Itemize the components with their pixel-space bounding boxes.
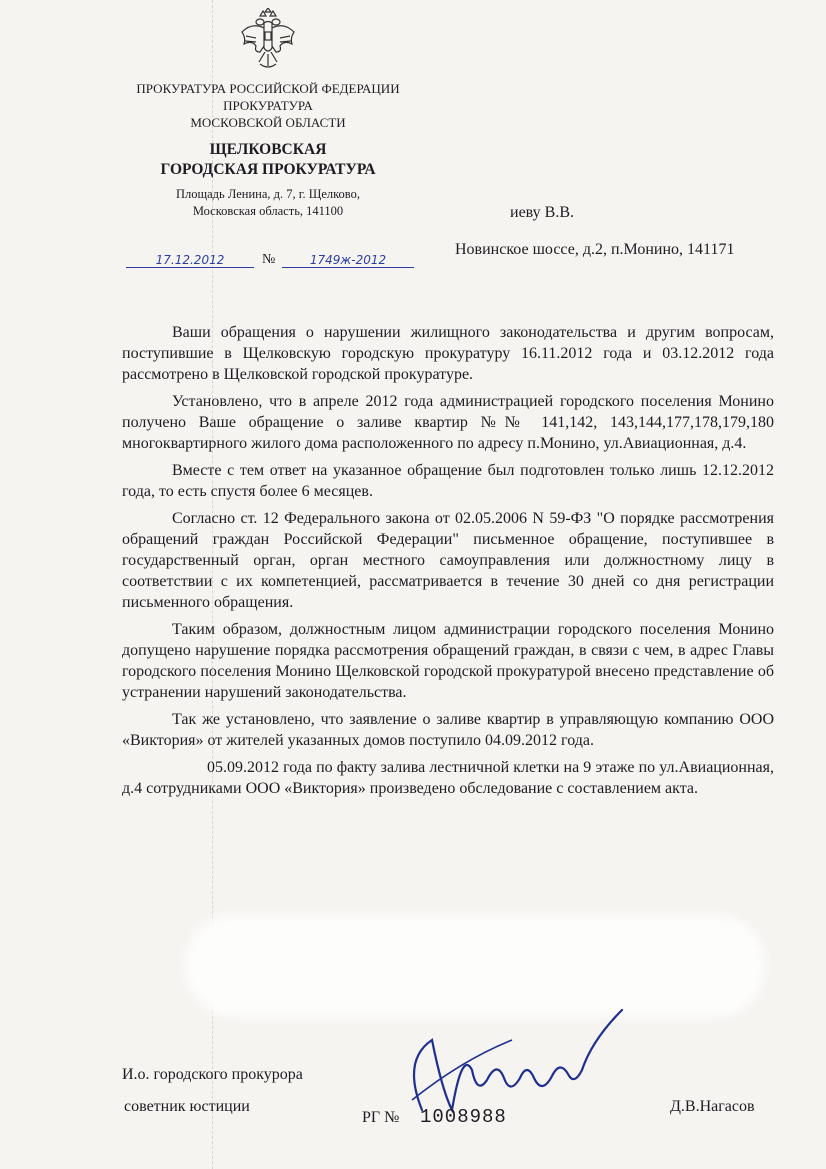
body-paragraph: Установлено, что в апреле 2012 года администрацией городского поселения Монино получено Ваше обращение о заливе квартир №№ 141,142, 143,144,177,178,179,180 многоквартирного жилого дома расположенного по адресу п.Монино, ул.Авиационная, д.4. [122,393,774,452]
outgoing-reference [126,248,426,272]
recipient-address: Новинское шоссе, д.2, п.Монино, 141171 [455,241,735,258]
office-address-line1: Площадь Ленина, д. 7, г. Щелково, [175,187,361,201]
body-paragraph: Ваши обращения о нарушении жилищного законодательства и другим вопросам, поступившие в Щелковскую городскую прокуратуру 16.11.2012 года и 03.12.2012 года рассмотрено в Щелковской городской прокуратуре. [122,324,774,383]
body-paragraph: Таким образом, должностным лицом администрации городского поселения Монино допущено нарушение порядка рассмотрения обращений граждан, в связи с чем, в адрес Главы городского поселения Монино Щелковской городской прокуратурой внесено представление об устранении нарушений законодательства. [122,621,774,701]
signer-name: Д.В.Нагасов [670,1098,755,1115]
body-paragraph: Согласно ст. 12 Федерального закона от 02.05.2006 N 59-ФЗ "О порядке рассмотрения обращений граждан Российской Федерации" письменное обращение, поступившее в государственный орган, орган местного самоуправления или должностному лицу в соответствии с их компетенцией, рассматривается в течение 30 дней со дня регистрации письменного обращения. [122,510,774,611]
number-sign: № [262,252,276,267]
serial-number: 1008988 [420,1106,507,1128]
letter-body [122,322,774,805]
org-header-line3: МОСКОВСКОЙ ОБЛАСТИ [190,115,346,130]
handwritten-signature [392,1000,632,1120]
body-paragraph: 05.09.2012 года по факту залива лестничной клетки на 9 этаже по ул.Авиационная, д.4 сотрудниками ООО «Виктория» произведено обследование с составлением акта. [122,759,774,797]
org-header-line1: ПРОКУРАТУРА РОССИЙСКОЙ ФЕДЕРАЦИИ [136,81,400,96]
signer-title: советник юстиции [124,1098,250,1115]
serial-label: РГ № [362,1109,400,1126]
office-name-line1: ЩЕЛКОВСКАЯ [209,141,327,158]
office-name-line2: ГОРОДСКАЯ ПРОКУРАТУРА [160,161,376,178]
body-paragraph: Вместе с тем ответ на указанное обращение был подготовлен только лишь 12.12.2012 года, то есть спустя более 6 месяцев. [122,462,774,500]
recipient-name: иеву В.В. [510,204,575,221]
outgoing-number: 1749ж-2012 [282,253,414,268]
office-address-line2: Московская область, 141100 [192,204,344,218]
signer-role: И.о. городского прокурора [122,1066,303,1083]
redacted-area [195,925,755,1007]
org-header-line2: ПРОКУРАТУРА [223,98,313,113]
body-paragraph: Так же установлено, что заявление о заливе квартир в управляющую компанию ООО «Виктория» от жителей указанных домов поступило 04.09.2012 года. [122,711,774,749]
outgoing-date: 17.12.2012 [126,253,254,268]
coat-of-arms-icon [238,8,298,78]
